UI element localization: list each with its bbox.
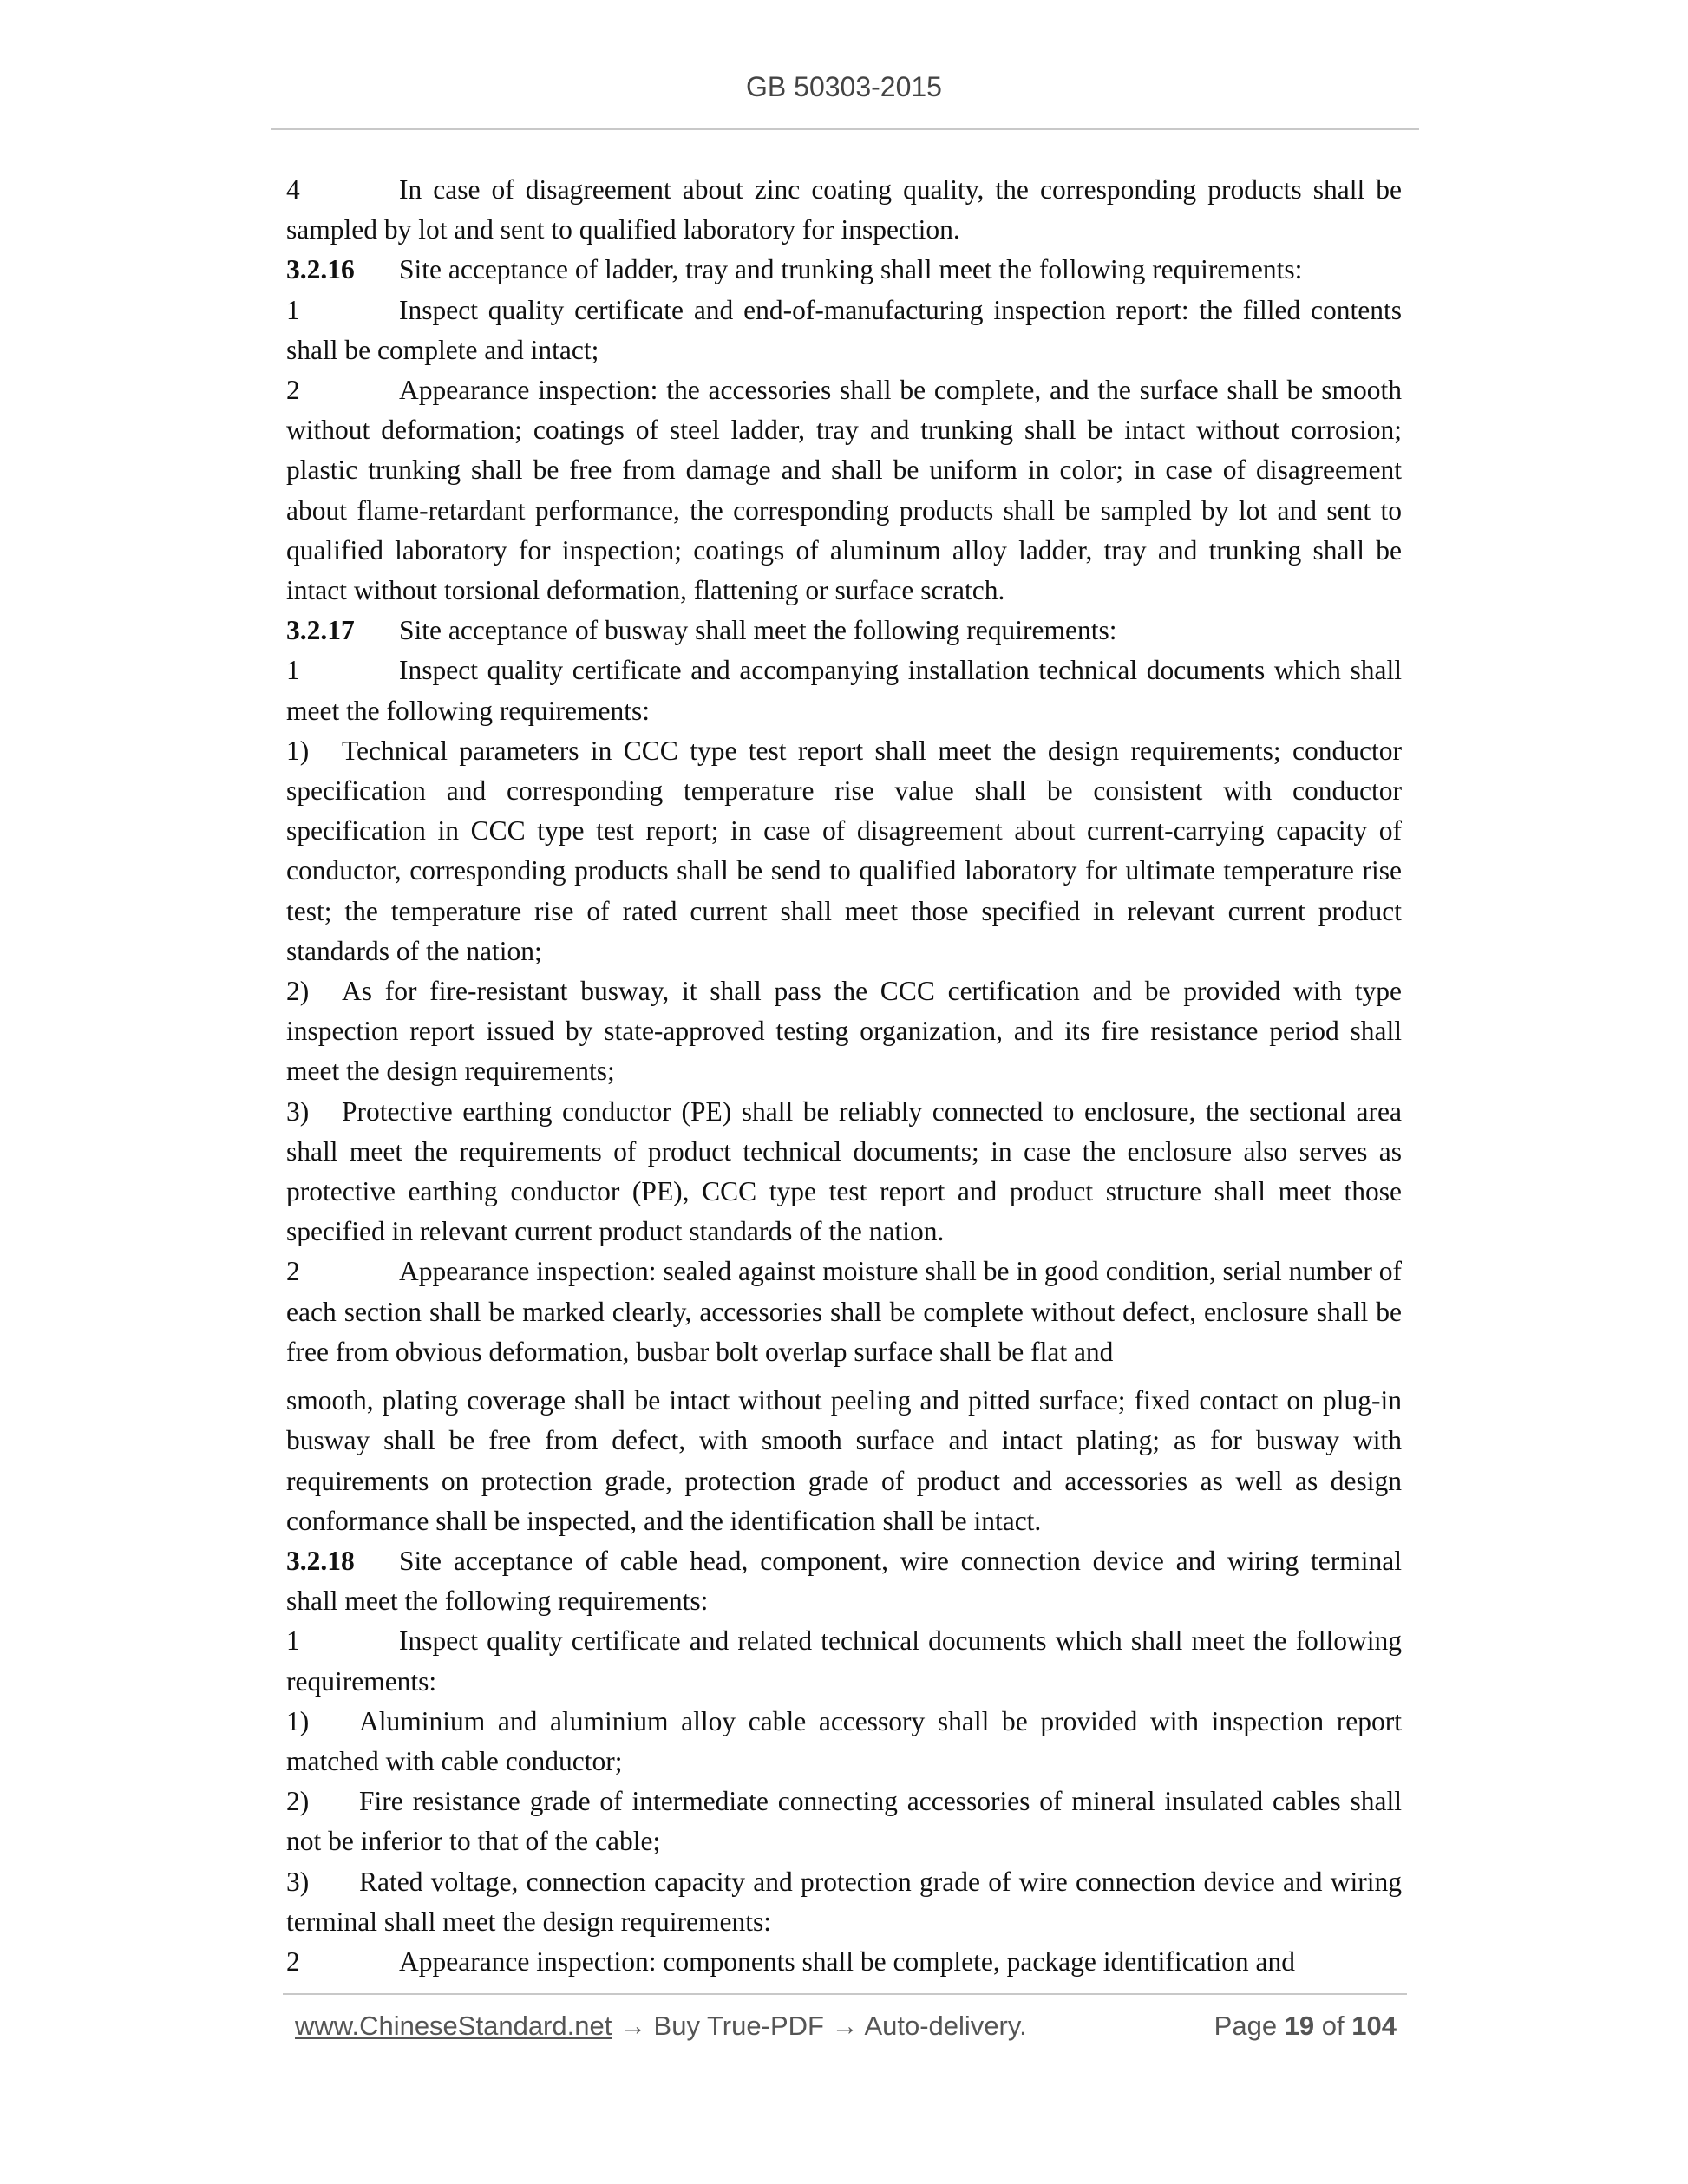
item-number: 4 <box>286 174 300 205</box>
footer-promo-text: → Buy True-PDF → Auto-delivery. <box>612 2011 1027 2041</box>
page-header-title: GB 50303-2015 <box>746 71 942 102</box>
clause-text: Site acceptance of ladder, tray and trunking shall meet the following requirements: <box>399 254 1303 285</box>
paragraph-text: Technical parameters in CCC type test report shall meet the design requirements; conductor specification and corresponding temperature rise value shall be consistent with conductor specification in CCC type test report; in case of disagreement about current-carrying capacity of conductor, corresponding products shall be send to qualified laboratory for ultimate temperature rise test; the temperature rise of rated current shall meet those specified in relevant current product standards of the nation; <box>286 735 1402 966</box>
paragraph-text: Aluminium and aluminium alloy cable accessory shall be provided with inspection report matched with cable conductor; <box>286 1705 1402 1776</box>
clause-3-2-17 <box>286 611 1402 651</box>
sub-item-number: 3) <box>286 1866 310 1897</box>
clause-3-2-16 <box>286 250 1402 290</box>
paragraph-item-1 <box>286 651 1402 730</box>
paragraph-text: Protective earthing conductor (PE) shall be reliably connected to enclosure, the sectional area shall meet the requirements of product technical documents; in case the enclosure also serves as protective earthing conductor (PE), CCC type test report and product structure shall meet those specified in relevant current product standards of the nation. <box>286 1095 1402 1247</box>
paragraph-text: In case of disagreement about zinc coating quality, the corresponding products shall be sampled by lot and sent to qualified laboratory for inspection. <box>286 174 1402 245</box>
page-label: Page <box>1214 2011 1285 2041</box>
website-link[interactable]: www.ChineseStandard.net <box>295 2011 612 2041</box>
document-body <box>286 170 1402 1982</box>
clause-text: Site acceptance of cable head, component, wire connection device and wiring terminal shall meet the following requirements: <box>286 1545 1402 1617</box>
clause-3-2-18 <box>286 1541 1402 1621</box>
footer-divider <box>283 1993 1407 1995</box>
sub-item-1 <box>286 731 1402 971</box>
page-current: 19 <box>1284 2011 1315 2041</box>
paragraph-continuation: smooth, plating coverage shall be intact without peeling and pitted surface; fixed contact on plug-in busway shall be free from defect, with smooth surface and intact plating; as for busway with requirements on protection grade, protection grade of product and accessories as well as design conformance shall be inspected, and the identification shall be intact. <box>286 1385 1402 1536</box>
clause-number: 3.2.18 <box>286 1545 355 1576</box>
paragraph-item-4 <box>286 170 1402 250</box>
paragraph-text: Appearance inspection: components shall be complete, package identification and <box>399 1945 1295 1977</box>
sub-item-number: 1) <box>286 1705 310 1736</box>
sub-item-number: 3) <box>286 1095 310 1127</box>
paragraph-item-1 <box>286 1621 1402 1701</box>
sub-item-2 <box>286 1782 1402 1861</box>
paragraph-text: Inspect quality certificate and end-of-manufacturing inspection report: the filled contents shall be complete and intact; <box>286 294 1402 365</box>
paragraph-text: Fire resistance grade of intermediate connecting accessories of mineral insulated cables shall not be inferior to that of the cable; <box>286 1786 1402 1857</box>
sub-item-number: 2) <box>286 976 310 1007</box>
page-total: 104 <box>1351 2011 1397 2041</box>
item-number: 1 <box>286 655 300 686</box>
item-number: 2 <box>286 1256 300 1287</box>
header-divider <box>271 128 1419 130</box>
sub-item-number: 2) <box>286 1786 310 1817</box>
sub-item-2 <box>286 971 1402 1092</box>
page-of-label: of <box>1314 2011 1352 2041</box>
paragraph-text: Inspect quality certificate and related technical documents which shall meet the following requirements: <box>286 1625 1402 1697</box>
paragraph-text: Appearance inspection: the accessories shall be complete, and the surface shall be smooth without deformation; coatings of steel ladder, tray and trunking shall be intact without corrosion; plastic trunking shall be free from damage and shall be uniform in color; in case of disagreement about flame-retardant performance, the corresponding products shall be sampled by lot and sent to qualified laboratory for inspection; coatings of aluminum alloy ladder, tray and trunking shall be intact without torsional deformation, flattening or surface scratch. <box>286 375 1402 606</box>
paragraph-item-2 <box>286 1252 1402 1372</box>
paragraph-text: As for fire-resistant busway, it shall pass the CCC certification and be provided with type inspection report issued by state-approved testing organization, and its fire resistance period shall meet the design requirements; <box>286 976 1402 1087</box>
page-footer <box>295 2011 1397 2042</box>
page-counter <box>1214 2011 1397 2042</box>
paragraph-text: Appearance inspection: sealed against moisture shall be in good condition, serial number of each section shall be marked clearly, accessories shall be complete without defect, enclosure shall be free from obvious deformation, busbar bolt overlap surface shall be flat and <box>286 1256 1402 1367</box>
paragraph-item-1 <box>286 291 1402 370</box>
sub-item-3 <box>286 1092 1402 1252</box>
sub-item-number: 1) <box>286 735 310 766</box>
item-number: 1 <box>286 1625 300 1657</box>
paragraph-text: Inspect quality certificate and accompanying installation technical documents which shall meet the following requirements: <box>286 655 1402 726</box>
sub-item-1 <box>286 1702 1402 1782</box>
paragraph-item-2 <box>286 1942 1402 1982</box>
clause-text: Site acceptance of busway shall meet the following requirements: <box>399 615 1117 646</box>
paragraph-text: Rated voltage, connection capacity and protection grade of wire connection device and wiring terminal shall meet the design requirements: <box>286 1866 1402 1937</box>
item-number: 1 <box>286 294 300 325</box>
clause-number: 3.2.16 <box>286 254 355 285</box>
item-number: 2 <box>286 1945 300 1977</box>
clause-number: 3.2.17 <box>286 615 355 646</box>
paragraph-item-2 <box>286 370 1402 611</box>
sub-item-3 <box>286 1862 1402 1942</box>
item-number: 2 <box>286 375 300 406</box>
